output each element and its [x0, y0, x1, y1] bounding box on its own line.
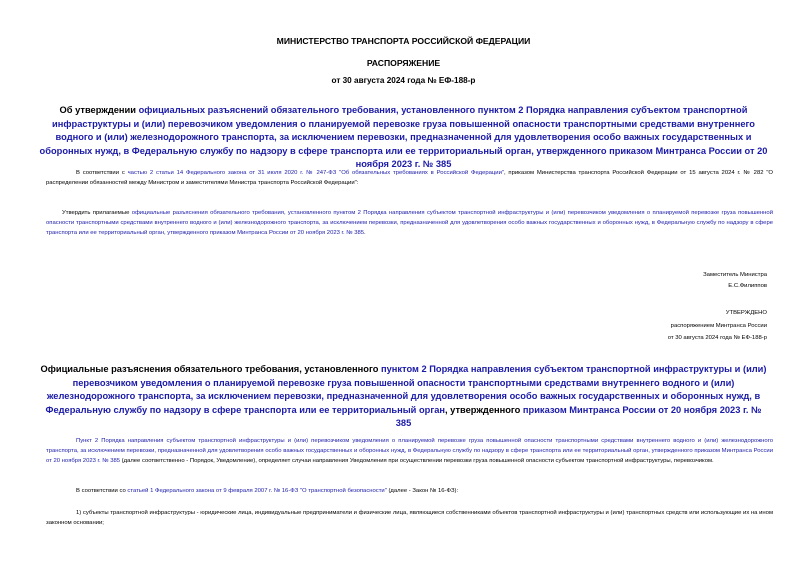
order-title — [32, 104, 775, 172]
body-paragraph-1-text: (далее соответственно - Порядок, Уведомление), определяет случаи направления Уведомления при осуществлении перевозки груза повышенной опасности субъектом транспортной инфраструктуры, перевозчиком. — [120, 458, 714, 464]
order-text-1: Утвердить прилагаемые — [62, 210, 132, 216]
body-paragraph-2 — [46, 486, 773, 496]
clarifications-title-link-1[interactable]: пунктом 2 Порядка направления субъектом транспортной инфраструктуры и (или) перевозчиком уведомления о планируемой перевозке груза повышенной опасности транспортными средствами внутреннего водного и (или) железнодорожного транспорта, за исключением перевозки, предназначенной для удовлетворения особо важных государственных и оборонных нужд, в Федеральную службу по надзору в сфере транспорта или ее территориальный орган — [45, 364, 767, 415]
ministry-heading: МИНИСТЕРСТВО ТРАНСПОРТА РОССИЙСКОЙ ФЕДЕРАЦИИ — [276, 36, 531, 46]
body-paragraph-1 — [46, 436, 773, 466]
body-paragraph-2-text-2: (далее - Закон № 16-ФЗ): — [386, 488, 459, 494]
order-title-link[interactable]: официальных разъяснений обязательного требования, установленного пунктом 2 Порядка направления субъектом транспортной инфраструктуры и (или) перевозчиком уведомления о планируемой перевозке груза повышенной опасности транспортными средствами внутреннего водного и (или) железнодорожного транспорта, за исключением перевозки, предназначенной для удовлетворения особо важных государственных и оборонных нужд, в Федеральную службу по надзору в сфере транспорта или ее территориальный орган, утвержденного приказом Минтранса России от 20 ноября 2023 г. № 385 — [39, 105, 768, 170]
clarifications-title-link-2[interactable]: приказом Минтранса России от 20 ноября 2023 г. № 385 — [395, 404, 762, 429]
body-paragraph-3: 1) субъекты транспортной инфраструктуры - юридические лица, индивидуальные предприниматели и физические лица, являющиеся собственниками объектов транспортной инфраструктуры и (или) транспортных средств или использующие их на ином законном основании; — [46, 510, 773, 526]
signature-position: Заместитель Министра — [703, 272, 767, 278]
body-paragraph-2-law-link[interactable]: статьей 1 Федерального закона от 9 февраля 2007 г. № 16-ФЗ "О транспортной безопасности" — [127, 488, 387, 494]
approval-label: УТВЕРЖДЕНО — [725, 310, 767, 316]
preamble-text-1: В соответствии с — [76, 170, 128, 176]
signature-block — [703, 270, 767, 291]
approval-block — [668, 307, 767, 345]
clarifications-title-text-1: Официальные разъяснения обязательного требования, установленного — [40, 364, 381, 374]
order-title-text: Об утверждении — [59, 105, 139, 115]
body-paragraph-1-link[interactable]: Пункт 2 Порядка направления субъектом транспортной инфраструктуры и (или) перевозчиком уведомления о планируемой перевозке груза повышенной опасности транспортными средствами внутреннего водного и (или) железнодорожного транспорта, за исключением перевозки, предназначенной для удовлетворения особо важных государственных и оборонных нужд, в Федеральную службу по надзору в сфере транспорта или ее территориальный орган, утвержденного приказом Минтранса России от 20 ноября 2023 г. № 385 — [46, 438, 773, 464]
order-text-2: . — [364, 230, 366, 236]
preamble-law-link[interactable]: частью 2 статьи 14 Федерального закона от 31 июля 2020 г. № 247-ФЗ "Об обязательных требованиях в Российской Федерации" — [127, 170, 504, 176]
document-type-heading: РАСПОРЯЖЕНИЕ — [366, 58, 441, 68]
body-paragraph-2-text-1: В соответствии со — [76, 488, 128, 494]
approval-by: распоряжением Минтранса России — [670, 322, 767, 329]
preamble-paragraph — [46, 168, 773, 188]
document-date-number: от 30 августа 2024 года № ЕФ-188-р — [331, 76, 476, 85]
approval-date: от 30 августа 2024 года № ЕФ-188-р — [667, 335, 767, 341]
order-paragraph — [46, 208, 773, 238]
clarifications-title — [40, 363, 767, 431]
signature-name: Е.С.Филиппов — [728, 282, 767, 289]
clarifications-title-text-2: , утвержденного — [445, 404, 523, 415]
preamble-text-2: , приказом Министерства транспорта Российской Федерации от 15 августа 2024 г. № 282 "О распределении обязанностей между Министром и заместителями Министра транспорта Российской Федерации": — [46, 170, 774, 186]
order-clarifications-link[interactable]: официальные разъяснения обязательного требования, установленного пунктом 2 Порядка направления субъектом транспортной инфраструктуры и (или) перевозчиком уведомления о планируемой перевозке груза повышенной опасности транспортными средствами внутреннего водного и (или) железнодорожного транспорта, за исключением перевозки, предназначенной для удовлетворения особо важных государственных и оборонных нужд, в Федеральную службу по надзору в сфере транспорта или ее территориальный орган, утвержденного приказом Минтранса России от 20 ноября 2023 г. № 385 — [46, 210, 773, 236]
